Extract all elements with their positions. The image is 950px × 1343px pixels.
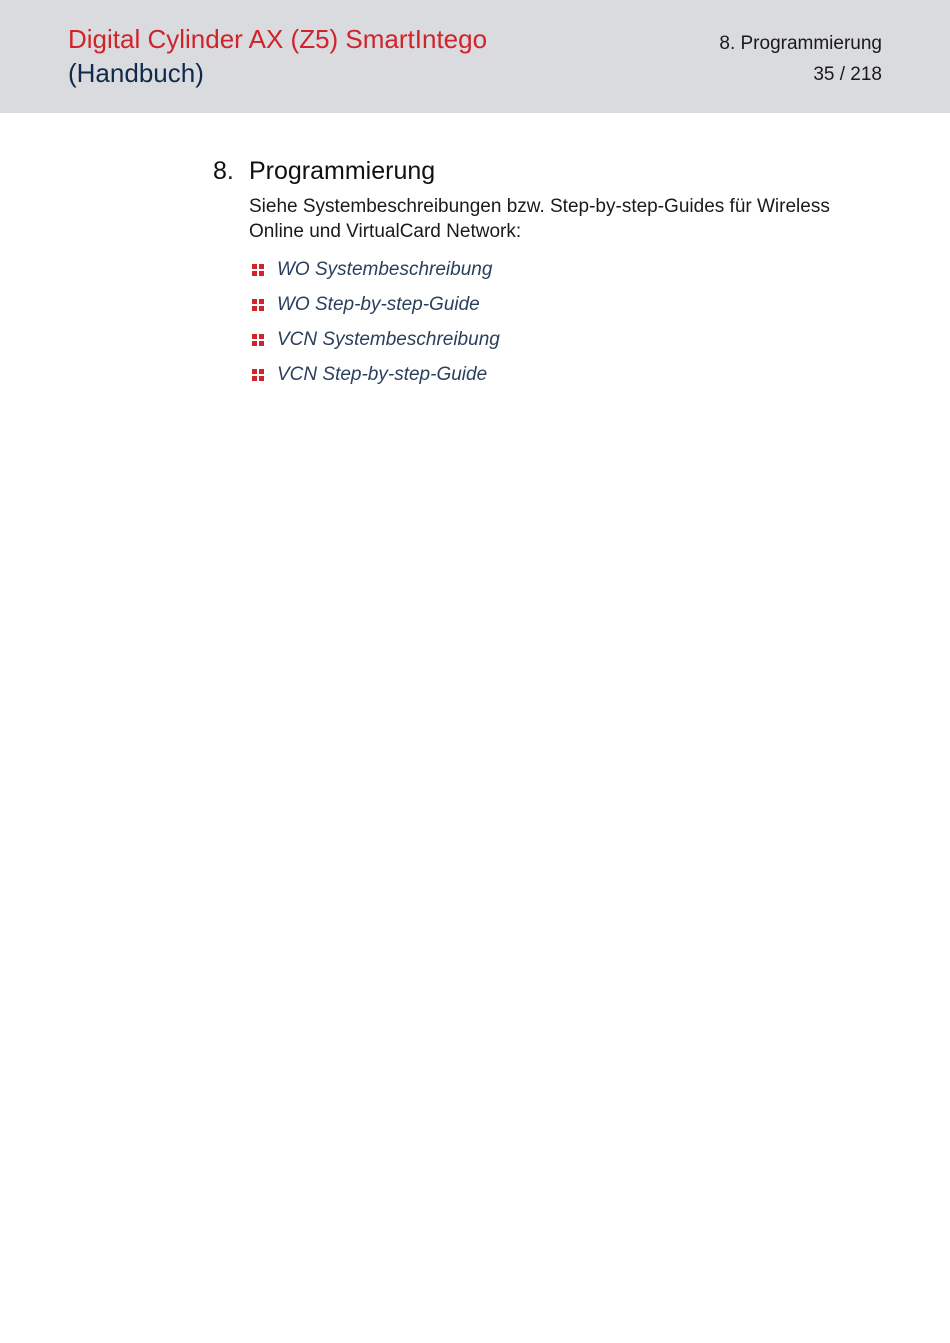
red-square-bullet-icon	[252, 369, 264, 381]
link-wo-systembeschreibung[interactable]: WO Systembeschreibung	[277, 258, 493, 280]
section-number: 8.	[213, 157, 234, 185]
header-meta	[719, 28, 882, 90]
link-vcn-systembeschreibung[interactable]: VCN Systembeschreibung	[277, 328, 500, 350]
link-vcn-step-by-step-guide[interactable]: VCN Step-by-step-Guide	[277, 363, 488, 385]
red-square-bullet-icon	[252, 264, 264, 276]
page-number: 35 / 218	[813, 64, 882, 85]
list-item	[252, 322, 500, 357]
list-item	[252, 287, 500, 322]
list-item	[252, 252, 500, 287]
section-intro: Siehe Systembeschreibungen bzw. Step-by-step-Guides für Wireless Online und VirtualCard Network:	[249, 196, 830, 242]
list-item	[252, 357, 500, 392]
red-square-bullet-icon	[252, 299, 264, 311]
link-wo-step-by-step-guide[interactable]: WO Step-by-step-Guide	[277, 293, 480, 315]
document-title-line1: Digital Cylinder AX (Z5) SmartIntego	[68, 24, 488, 54]
section-title: Programmierung	[249, 157, 436, 185]
page-header	[0, 0, 950, 113]
document-title	[68, 22, 487, 90]
header-section-label: 8. Programmierung	[719, 33, 882, 54]
reference-link-list	[252, 252, 500, 392]
document-title-line2: (Handbuch)	[68, 58, 204, 88]
red-square-bullet-icon	[252, 334, 264, 346]
section-heading	[213, 155, 435, 187]
